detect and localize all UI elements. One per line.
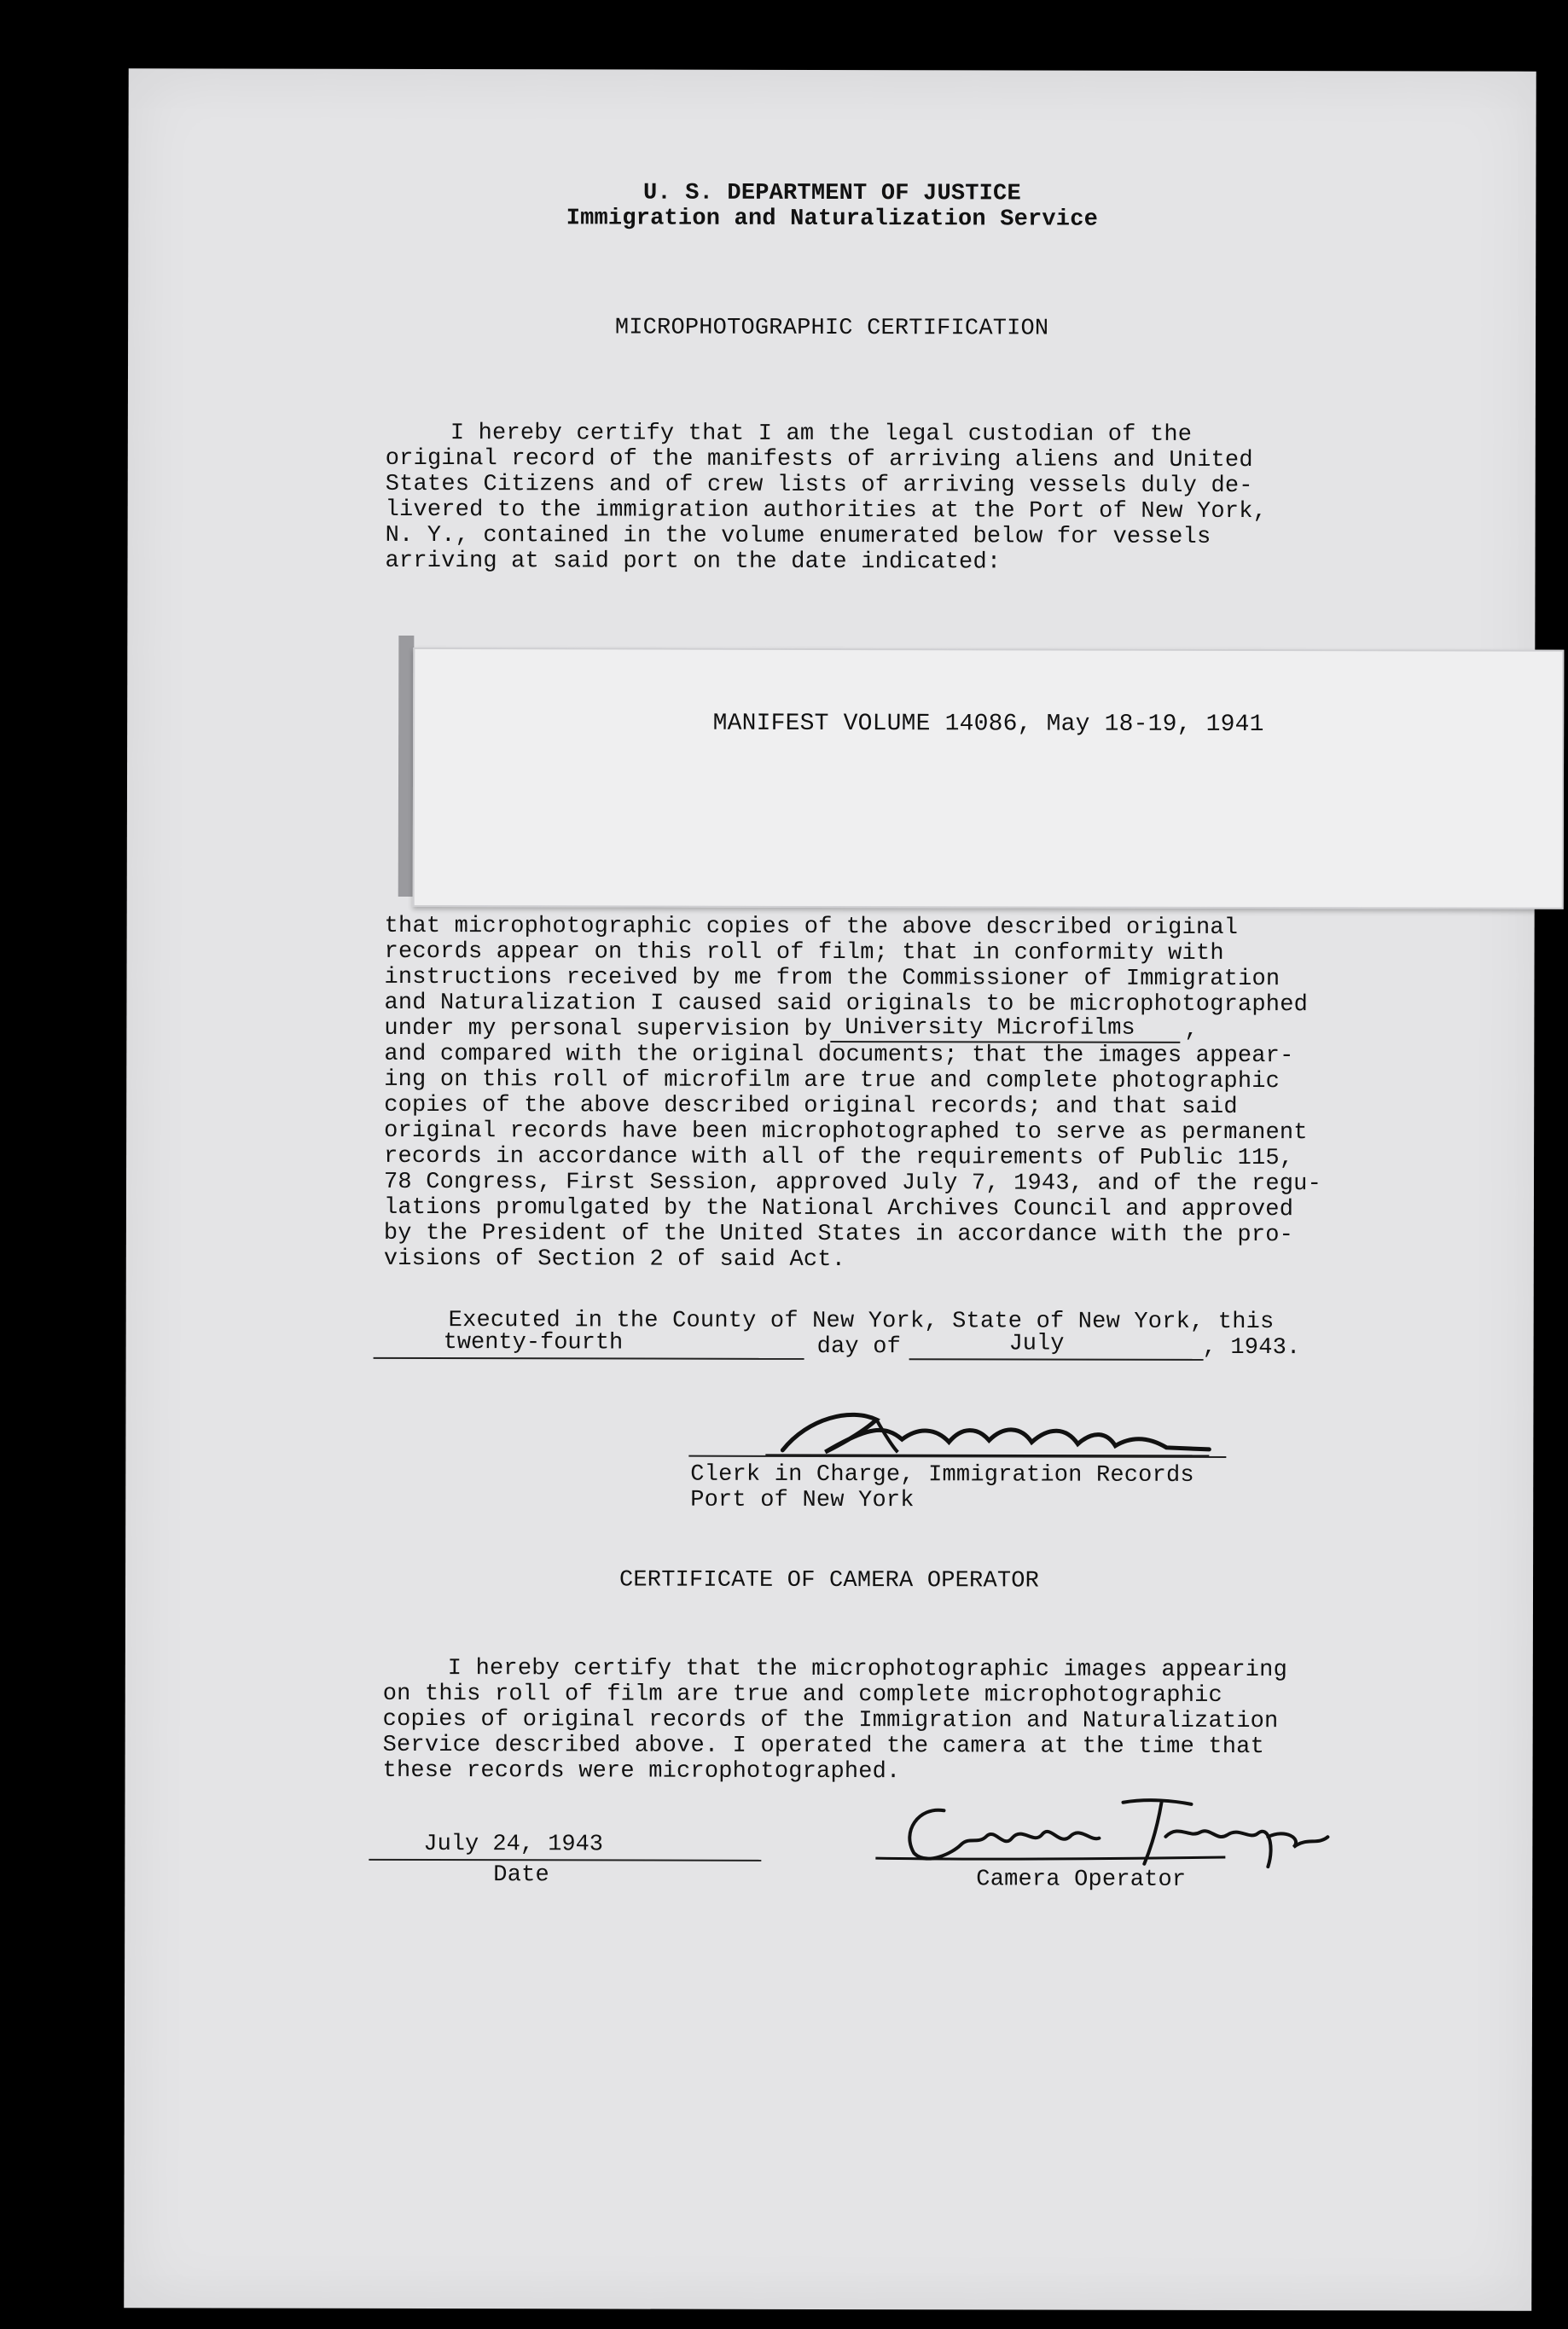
service-heading: Immigration and Naturalization Service [566, 206, 1099, 233]
camera-certificate-title: CERTIFICATE OF CAMERA OPERATOR [618, 1567, 1040, 1594]
para1-line: States Citizens and of crew lists of arriving vessels duly de- [385, 471, 1253, 500]
supervisor-comma: , [1184, 1017, 1199, 1043]
para2-line: records in accordance with all of the requirements of Public 115, [384, 1143, 1294, 1172]
para2-line: by the President of the United States in accordance with the pro- [383, 1220, 1294, 1249]
para2-line: records appear on this roll of film; that in conformity with [384, 938, 1224, 967]
para1-line: I hereby certify that I am the legal custodian of the [450, 421, 1193, 448]
para2-line: lations promulgated by the National Archives Council and approved [383, 1194, 1294, 1223]
executed-year: , 1943. [1202, 1334, 1301, 1362]
para1-line: livered to the immigration authorities at the Port of New York, [385, 497, 1268, 526]
para2-line: that microphotographic copies of the above described original [384, 913, 1239, 942]
para2-line: original records have been microphotographed to serve as permanent [384, 1118, 1308, 1147]
document-title: MICROPHOTOGRAPHIC CERTIFICATION [614, 315, 1049, 342]
manifest-volume-label: MANIFEST VOLUME 14086, May 18-19, 1941 [712, 710, 1264, 739]
para3-line: copies of original records of the Immigration and Naturalization [382, 1706, 1279, 1735]
clerk-title: Clerk in Charge, Immigration Records [690, 1461, 1194, 1489]
executed-month: July [1008, 1331, 1065, 1357]
para2-line: instructions received by me from the Commissioner of Immigration [384, 964, 1281, 993]
clerk-port: Port of New York [690, 1487, 915, 1514]
para3-line: these records were microphotographed. [382, 1757, 901, 1786]
para2-line: copies of the above described original records; and that said [384, 1092, 1238, 1121]
slip-shadow [398, 636, 415, 897]
para2-line: ing on this roll of microfilm are true and complete photographic [384, 1066, 1281, 1095]
date-underline [369, 1859, 761, 1861]
date-label: Date [493, 1862, 549, 1889]
para3-line: Service described above. I operated the camera at the time that [382, 1732, 1265, 1761]
camera-operator-signature [867, 1785, 1344, 1879]
para3-line: I hereby certify that the microphotographic images appearing [447, 1656, 1288, 1684]
department-heading: U. S. DEPARTMENT OF JUSTICE [642, 180, 1021, 207]
para2-line: visions of Section 2 of said Act. [383, 1246, 846, 1274]
clerk-signature [748, 1401, 1226, 1470]
para2-line: under my personal supervision by [384, 1015, 833, 1043]
manifest-volume-slip [413, 648, 1565, 909]
day-underline [374, 1357, 804, 1360]
month-underline [909, 1358, 1204, 1361]
executed-day: twenty-fourth [443, 1330, 624, 1356]
day-of-label: day of [816, 1333, 902, 1361]
para2-line: and compared with the original documents; that the images appear- [384, 1041, 1294, 1070]
executed-line: Executed in the County of New York, State of New York, this [448, 1308, 1275, 1336]
certificate-date: July 24, 1943 [423, 1832, 604, 1858]
para1-line: arriving at said port on the date indicated: [385, 548, 1002, 576]
para1-line: original record of the manifests of arriving aliens and United [385, 445, 1253, 474]
camera-operator-label: Camera Operator [976, 1867, 1187, 1893]
para2-line: and Naturalization I caused said originals to be microphotographed [384, 990, 1309, 1019]
para1-line: N. Y., contained in the volume enumerated below for vessels [385, 522, 1211, 550]
document-page [124, 68, 1536, 2310]
para3-line: on this roll of film are true and complete microphotographic [382, 1681, 1222, 1709]
supervisor-name: University Microfilms [845, 1015, 1135, 1042]
para2-line: 78 Congress, First Session, approved July 7, 1943, and of the regu- [383, 1169, 1322, 1198]
